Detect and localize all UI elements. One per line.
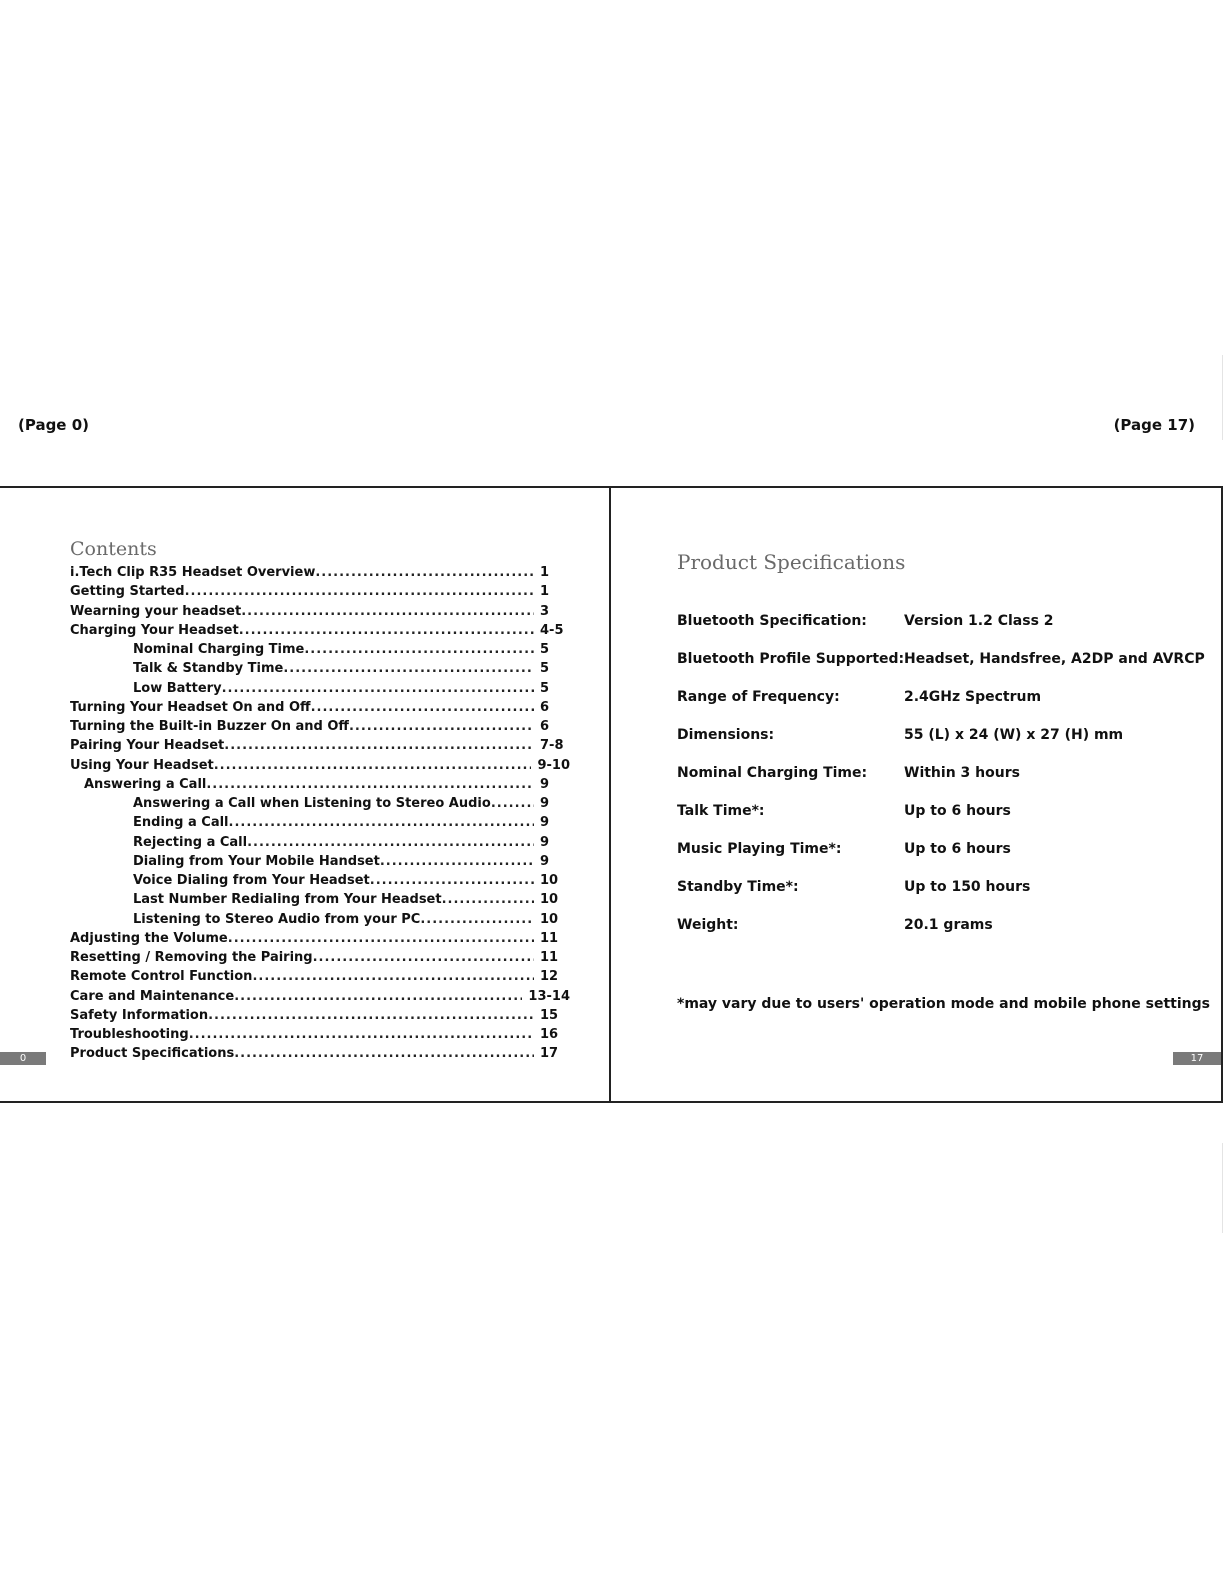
toc-leader-dots (491, 796, 534, 811)
spec-label: Bluetooth Specification: (677, 613, 867, 629)
toc-entry-page: 16 (540, 1027, 559, 1042)
toc-leader-dots (208, 1008, 534, 1023)
document-spread (0, 486, 1223, 1103)
toc-entry-title: Ending a Call (133, 815, 229, 831)
spec-value: Version 1.2 Class 2 (904, 613, 1054, 629)
contents-heading: Contents (70, 538, 157, 560)
toc-entry-title: Care and Maintenance (70, 988, 235, 1004)
toc-leader-dots (442, 892, 534, 907)
toc-entry-page: 11 (540, 930, 559, 946)
spread-right-border (1221, 488, 1223, 1101)
spec-label: Music Playing Time*: (677, 841, 842, 857)
toc-entry[interactable] (70, 931, 570, 950)
toc-entry[interactable] (70, 796, 570, 815)
toc-entry-page: 10 (540, 892, 559, 908)
toc-entry-page: 5 (540, 661, 550, 677)
toc-entry-page: 1 (540, 584, 550, 600)
toc-entry[interactable] (70, 912, 570, 931)
toc-entry[interactable] (70, 892, 570, 911)
toc-leader-dots (222, 681, 534, 696)
toc-entry-title: Talk & Standby Time (133, 661, 284, 677)
spec-footnote: *may vary due to users' operation mode and mobile phone settings (677, 996, 1210, 1012)
toc-leader-dots (313, 950, 534, 965)
toc-entry[interactable] (70, 700, 570, 719)
toc-entry-page: 6 (540, 699, 550, 715)
toc-leader-dots (214, 758, 532, 773)
toc-leader-dots (228, 931, 534, 946)
spec-value: 55 (L) x 24 (W) x 27 (H) mm (904, 727, 1124, 743)
toc-entry-page: 12 (540, 969, 559, 985)
spec-value: Up to 6 hours (904, 841, 1011, 857)
spec-label: Dimensions: (677, 727, 775, 743)
toc-entry-title: Turning the Built-in Buzzer On and Off (70, 719, 349, 734)
toc-entry-title: Adjusting the Volume (70, 930, 228, 946)
toc-entry-title: Last Number Redialing from Your Headset (133, 892, 442, 908)
toc-entry-title: Turning Your Headset On and Off (70, 699, 311, 715)
toc-entry-title: Nominal Charging Time (133, 642, 305, 657)
toc-entry[interactable] (70, 854, 570, 873)
page-number-left: 0 (0, 1052, 46, 1065)
edge-mark-bottom (1222, 1143, 1223, 1233)
toc-entry[interactable] (70, 777, 570, 796)
spec-value: Within 3 hours (904, 765, 1020, 781)
toc-entry-page: 6 (540, 719, 550, 734)
toc-leader-dots (229, 815, 534, 830)
toc-entry-title: Pairing Your Headset (70, 738, 225, 754)
spec-value: Up to 6 hours (904, 803, 1011, 819)
toc-entry[interactable] (70, 623, 570, 642)
toc-entry-page: 9 (540, 815, 550, 831)
edge-mark-top (1222, 355, 1223, 440)
toc-entry[interactable] (70, 758, 570, 777)
toc-entry-title: Wearning your headset (70, 603, 242, 619)
spec-value: Up to 150 hours (904, 879, 1031, 895)
toc-entry-page: 4-5 (540, 622, 564, 638)
spec-label: Nominal Charging Time: (677, 765, 868, 781)
toc-entry[interactable] (70, 1027, 570, 1046)
toc-leader-dots (224, 738, 534, 753)
spec-label: Range of Frequency: (677, 689, 840, 705)
spec-label: Talk Time*: (677, 803, 765, 819)
toc-leader-dots (252, 969, 534, 984)
toc-leader-dots (370, 873, 534, 888)
toc-entry-page: 9-10 (537, 757, 570, 773)
toc-entry-page: 10 (540, 873, 559, 888)
toc-entry[interactable] (70, 1008, 570, 1027)
toc-entry[interactable] (70, 565, 570, 584)
toc-leader-dots (189, 1027, 534, 1042)
toc-entry-title: Rejecting a Call (133, 834, 248, 850)
toc-entry-title: Safety Information (70, 1007, 209, 1023)
page-label-left: (Page 0) (18, 416, 89, 434)
toc-leader-dots (380, 854, 534, 869)
toc-leader-dots (304, 642, 534, 657)
toc-entry-page: 5 (540, 680, 550, 696)
toc-leader-dots (283, 661, 534, 676)
toc-entry-page: 9 (540, 776, 550, 792)
toc-entry-title: Remote Control Function (70, 969, 253, 985)
toc-entry-title: Getting Started (70, 584, 185, 600)
toc-leader-dots (206, 777, 534, 792)
toc-entry[interactable] (70, 1046, 570, 1065)
toc-entry[interactable] (70, 604, 570, 623)
toc-entry-page: 15 (540, 1007, 559, 1023)
toc-entry-page: 7-8 (540, 738, 564, 754)
toc-entry-title: Using Your Headset (70, 757, 214, 773)
page-label-right: (Page 17) (1113, 416, 1195, 434)
toc-entry-page: 17 (540, 1046, 559, 1062)
toc-entry-page: 10 (540, 911, 559, 927)
toc-entry[interactable] (70, 969, 570, 988)
toc-leader-dots (420, 912, 534, 927)
toc-entry[interactable] (70, 989, 570, 1008)
toc-leader-dots (241, 604, 534, 619)
toc-entry-page: 9 (540, 853, 550, 869)
toc-leader-dots (185, 584, 534, 599)
toc-entry[interactable] (70, 873, 570, 892)
toc-leader-dots (239, 623, 534, 638)
toc-leader-dots (349, 719, 534, 734)
toc-entry-title: i.Tech Clip R35 Headset Overview (70, 565, 316, 580)
toc-entry-title: Charging Your Headset (70, 622, 239, 638)
toc-entry-page: 5 (540, 642, 550, 657)
toc-entry[interactable] (70, 642, 570, 661)
toc-entry-page: 13-14 (528, 988, 570, 1004)
toc-entry-title: Answering a Call when Listening to Stereo Audio (133, 796, 491, 811)
toc-entry-page: 9 (540, 796, 550, 811)
spec-value: 20.1 grams (904, 917, 993, 933)
toc-entry[interactable] (70, 815, 570, 834)
toc-entry-title: Resetting / Removing the Pairing (70, 950, 313, 965)
toc-entry[interactable] (70, 950, 570, 969)
toc-leader-dots (234, 989, 522, 1004)
spec-label: Bluetooth Profile Supported: (677, 651, 905, 667)
spec-label: Weight: (677, 917, 739, 933)
spec-value: 2.4GHz Spectrum (904, 689, 1042, 705)
page-number-right: 17 (1173, 1052, 1221, 1065)
toc-entry-page: 9 (540, 834, 550, 850)
toc-entry-title: Low Battery (133, 680, 222, 696)
toc-entry-page: 11 (540, 950, 559, 965)
toc-leader-dots (311, 700, 534, 715)
toc-entry-title: Voice Dialing from Your Headset (133, 873, 370, 888)
table-of-contents (70, 565, 570, 1066)
toc-leader-dots (315, 565, 534, 580)
toc-entry[interactable] (70, 661, 570, 680)
toc-entry-page: 1 (540, 565, 550, 580)
toc-entry-title: Dialing from Your Mobile Handset (133, 853, 380, 869)
toc-leader-dots (247, 835, 534, 850)
spec-label: Standby Time*: (677, 879, 799, 895)
toc-entry-title: Answering a Call (84, 776, 207, 792)
toc-entry-page: 3 (540, 603, 550, 619)
toc-leader-dots (234, 1046, 534, 1061)
spread-divider (609, 488, 611, 1101)
toc-entry[interactable] (70, 719, 570, 738)
toc-entry-title: Troubleshooting (70, 1027, 189, 1042)
toc-entry[interactable] (70, 738, 570, 757)
toc-entry[interactable] (70, 835, 570, 854)
specifications-heading: Product Specifications (677, 550, 906, 574)
toc-entry-title: Product Specifications (70, 1046, 235, 1062)
toc-entry[interactable] (70, 584, 570, 603)
spec-value: Headset, Handsfree, A2DP and AVRCP (904, 651, 1205, 667)
toc-entry[interactable] (70, 681, 570, 700)
toc-entry-title: Listening to Stereo Audio from your PC (133, 911, 421, 927)
